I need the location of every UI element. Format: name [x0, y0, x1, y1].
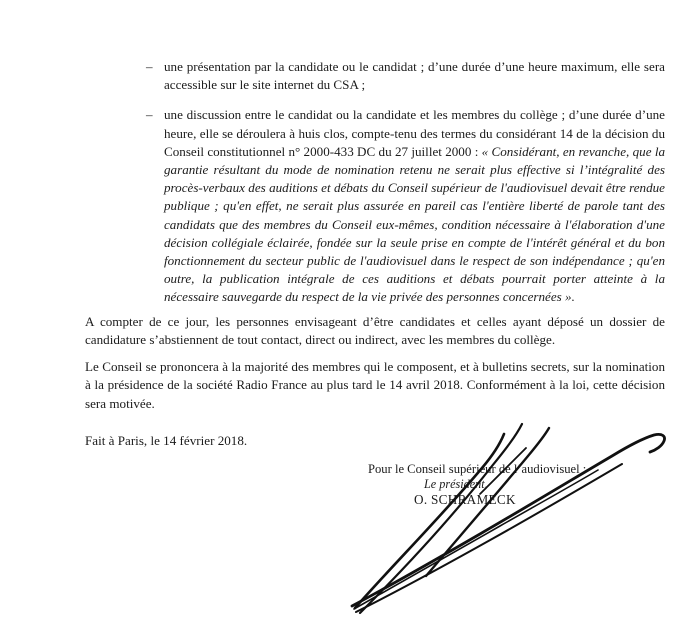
handwritten-signature: [330, 408, 690, 633]
list-item-text: une discussion entre le candidat ou la candidate et les membres du collège ; d’une durée d’une heure, elle se déroulera à huis clos, compte-tenu des termes du considérant 14 de la décision du Conseil constitutionnel n° 2000-433 DC du 27 juillet 2000 :: [164, 107, 665, 159]
list-item-text: une présentation par la candidate ou le candidat ; d’une durée d’une heure maximum, elle sera accessible sur le site internet du CSA ;: [164, 59, 665, 93]
constitutional-council-quote: « Considérant, en revanche, que la garantie résultant du mode de nomination retenu ne serait plus effective si l’intégralité des procès-verbaux des auditions et débats du Conseil supérieur de l'audiovisuel devait être rendue publique ; qu'en effet, ne serait plus assurée en pareil cas l'entière liberté de parole tant des candidats que des membres du Conseil eux-mêmes, condition nécessaire à l'élaboration d'une décision collégiale éclairée, fondée sur la seule prise en compte de l'intérêt général et du bon fonctionnement du secteur public de l'audiovisuel dans le respect de son indépendance ; qu'en outre, la publication intégrale de ces auditions et débats pourrait porter atteinte à la nécessaire sauvegarde du respect de la vie privée des personnes concernées ».: [164, 143, 666, 305]
signature-strokes-icon: [330, 408, 690, 633]
list-item: [146, 58, 665, 94]
bullet-dash-icon: –: [146, 59, 153, 74]
signature-block: [368, 461, 668, 508]
list-item: [146, 106, 665, 306]
signature-on-behalf-of: Pour le Conseil supérieur de l’audiovisuel :: [368, 462, 587, 476]
paragraph-nomination: Le Conseil se prononcera à la majorité des membres qui le composent, et à bulletins secrets, sur la nomination à la présidence de la société Radio France au plus tard le 14 avril 2018. Conformément à la loi, cette décision sera motivée.: [85, 359, 665, 411]
place-and-date: Fait à Paris, le 14 février 2018.: [85, 433, 248, 448]
signature-title: Le président,: [424, 477, 488, 491]
procedure-bullet-list: [146, 58, 665, 307]
paragraph-abstention: A compter de ce jour, les personnes envisageant d’être candidates et celles ayant déposé un dossier de candidature s’abstiennent de tout contact, direct ou indirect, avec les membres du collège.: [85, 314, 665, 348]
signatory-name: O. SCHRAMECK: [414, 492, 516, 507]
bullet-dash-icon: –: [146, 107, 153, 123]
